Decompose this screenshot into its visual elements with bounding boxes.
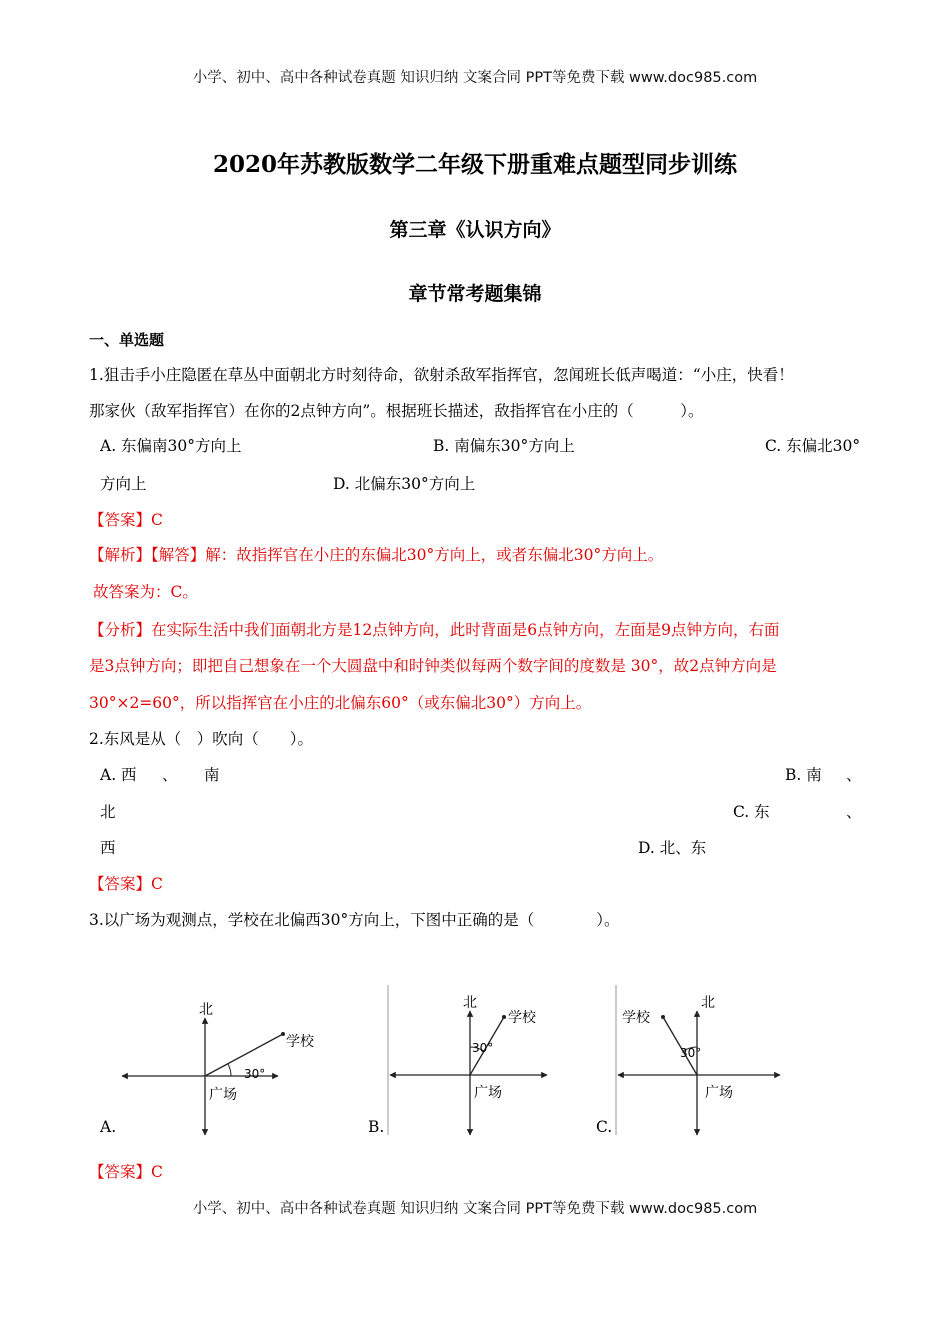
angle-label: 30° — [244, 1067, 266, 1081]
q1-stem-line1: 1.狙击手小庄隐匿在草丛中面朝北方时刻待命，欲射杀敌军指挥官，忽闻班长低声喝道：“小庄，快看！ — [89, 366, 794, 384]
q3-stem: 3.以广场为观测点，学校在北偏西30°方向上，下图中正确的是（ ）。 — [89, 911, 620, 929]
section-subtitle: 章节常考题集锦 — [408, 283, 542, 305]
answer-value: C — [151, 511, 163, 529]
q2-option-b-cont: 北 — [100, 803, 116, 821]
q1-analysis-line3: 30°×2=60°，所以指挥官在小庄的北偏东60°（或东偏北30°）方向上。 — [89, 694, 592, 712]
answer-tag: 【答案】 — [89, 511, 152, 529]
q2-answer — [89, 872, 163, 894]
page-footer: 小学、初中、高中各种试卷真题 知识归纳 文案合同 PPT等免费下载 www.doc985.com — [192, 1201, 758, 1217]
solution-tag: 【解答】 — [151, 546, 206, 564]
q2-option-a-cont: 南 — [204, 766, 220, 784]
explanation-text: 解：故指挥官在小庄的东偏北30°方向上，或者东偏北30°方向上。 — [205, 546, 664, 564]
q2-option-b: B. 南 — [785, 766, 822, 784]
q1-explanation — [89, 543, 663, 565]
q1-analysis-line1 — [89, 618, 779, 640]
angle-label: 30° — [472, 1041, 494, 1055]
q2-option-b-sep: 、 — [846, 766, 862, 784]
q2-option-c-cont: 西 — [100, 839, 116, 857]
school-point — [661, 1015, 665, 1019]
school-label: 学校 — [622, 1010, 650, 1026]
plaza-label: 广场 — [209, 1087, 237, 1103]
q1-option-c-cont: 方向上 — [100, 475, 147, 493]
q1-option-c: C. 东偏北30° — [765, 437, 861, 455]
north-label: 北 — [701, 995, 715, 1011]
q1-stem-line2: 那家伙（敌军指挥官）在你的2点钟方向”。根据班长描述，敌指挥官在小庄的（ ）。 — [89, 402, 704, 420]
angle-label: 30° — [680, 1046, 702, 1060]
answer-value: C — [151, 875, 163, 893]
q3-option-b: B. — [368, 1118, 385, 1136]
school-point — [502, 1015, 506, 1019]
answer-tag: 【答案】 — [89, 875, 152, 893]
q1-option-d: D. 北偏东30°方向上 — [333, 475, 476, 493]
plaza-label: 广场 — [705, 1085, 733, 1101]
diagram-a — [118, 990, 314, 1140]
diagram-b — [384, 985, 554, 1140]
analysis-tag: 【分析】 — [89, 621, 152, 639]
page-header: 小学、初中、高中各种试卷真题 知识归纳 文案合同 PPT等免费下载 www.doc985.com — [192, 70, 758, 86]
q2-option-d: D. 北、东 — [638, 839, 707, 857]
q3-option-a: A. — [100, 1118, 117, 1136]
north-label: 北 — [463, 995, 477, 1011]
school-label: 学校 — [286, 1034, 314, 1050]
q2-option-c: C. 东 — [733, 803, 770, 821]
analysis-text: 在实际生活中我们面朝北方是12点钟方向，此时背面是6点钟方向，左面是9点钟方向，右面 — [151, 621, 780, 639]
answer-value: C — [151, 1163, 163, 1181]
section-heading: 一、单选题 — [89, 331, 165, 349]
school-point — [281, 1032, 285, 1036]
q1-answer — [89, 508, 163, 530]
q2-option-a: A. 西 — [100, 766, 137, 784]
q2-option-a-sep: 、 — [162, 766, 178, 784]
q2-option-c-sep: 、 — [846, 803, 862, 821]
q1-explanation-conclusion: 故答案为：C。 — [93, 583, 198, 601]
q2-stem: 2.东风是从（ ）吹向（ ）。 — [89, 730, 314, 748]
q1-option-b: B. 南偏东30°方向上 — [433, 437, 575, 455]
q1-analysis-line2: 是3点钟方向；即把自己想象在一个大圆盘中和时钟类似每两个数字间的度数是 30°，故2点钟方向是 — [89, 657, 777, 675]
page-title: 2020年苏教版数学二年级下册重难点题型同步训练 — [212, 151, 737, 178]
explanation-tag: 【解析】 — [89, 546, 152, 564]
diagram-c — [612, 985, 787, 1140]
plaza-label: 广场 — [474, 1085, 502, 1101]
q3-option-c: C. — [596, 1118, 613, 1136]
answer-tag: 【答案】 — [89, 1163, 152, 1181]
angle-arc — [228, 1064, 231, 1076]
north-label: 北 — [199, 1002, 213, 1018]
chapter-title: 第三章《认识方向》 — [389, 219, 561, 241]
q1-option-a: A. 东偏南30°方向上 — [100, 437, 242, 455]
school-label: 学校 — [508, 1010, 536, 1026]
q3-answer — [89, 1160, 163, 1182]
